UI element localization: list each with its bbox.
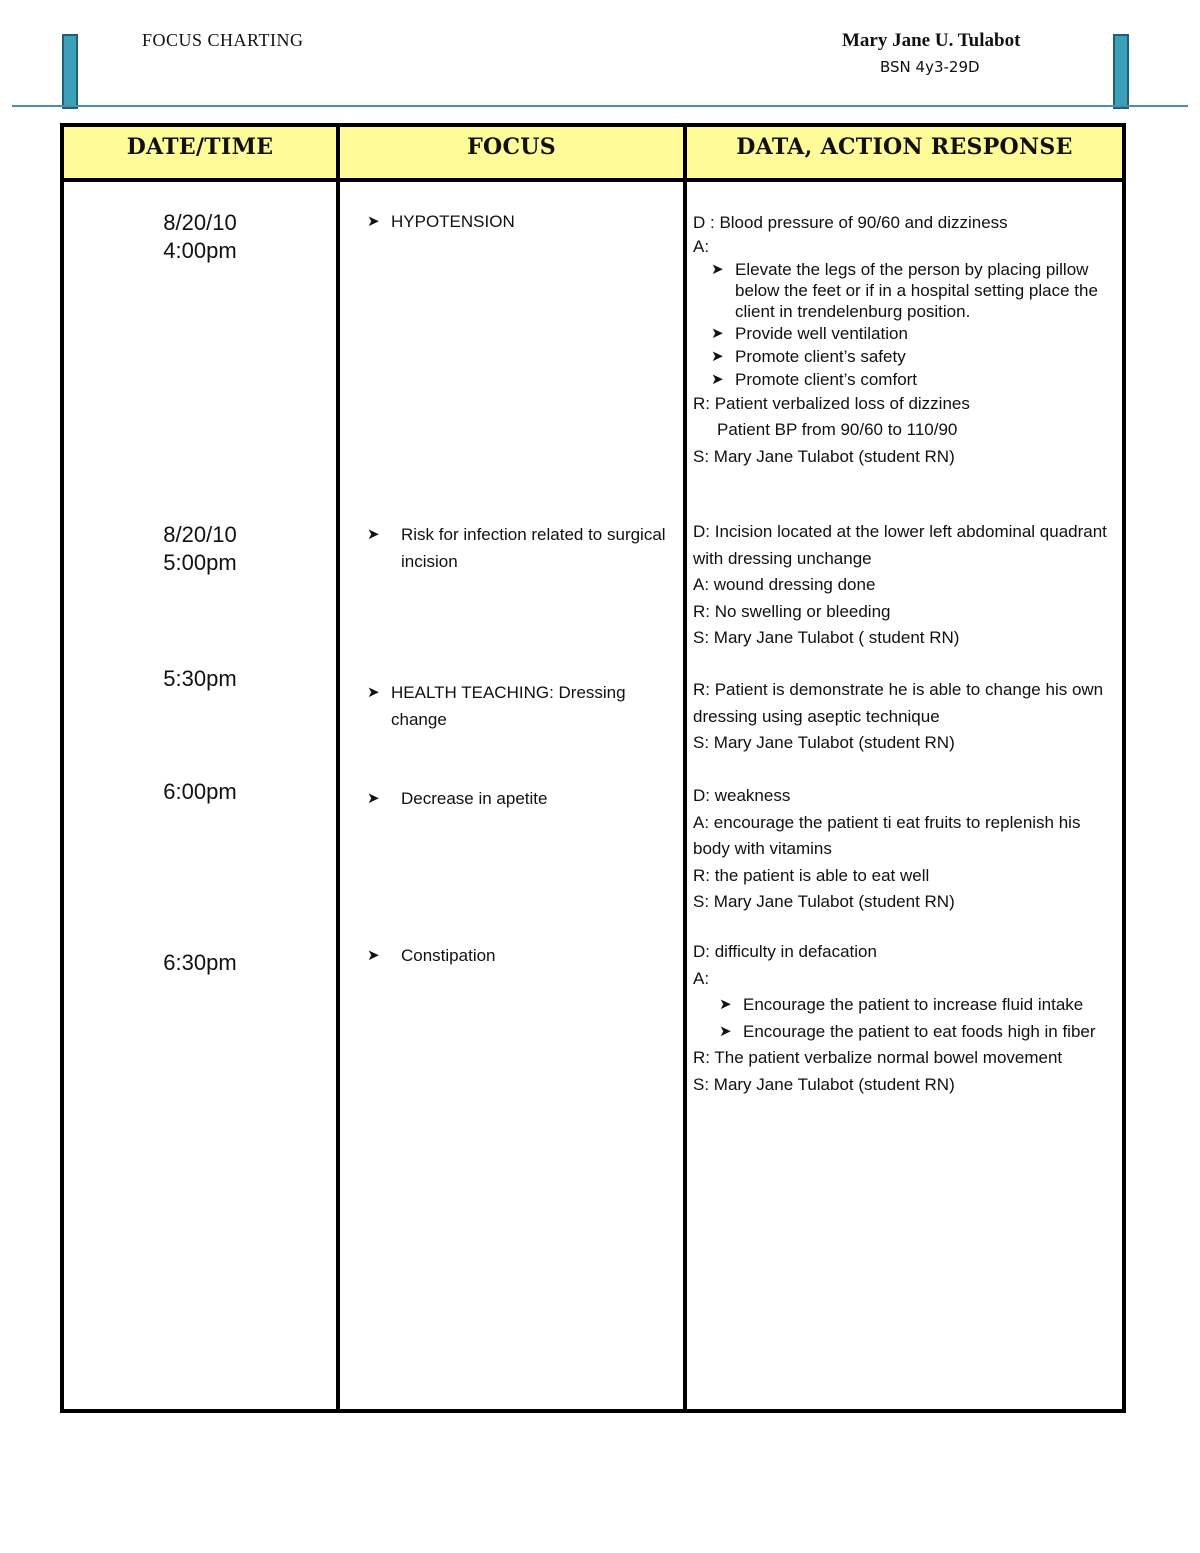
- table-row-dar: [693, 210, 1113, 470]
- action-label: A:: [693, 236, 710, 256]
- left-accent-bar: [62, 34, 78, 109]
- response-line: R: No swelling or bleeding: [693, 601, 891, 621]
- signature-line: S: Mary Jane Tulabot (student RN): [693, 733, 955, 752]
- focus-text: HEALTH TEACHING: Dressing change: [391, 683, 626, 729]
- table-row-datetime: [64, 665, 336, 693]
- response-line: R: Patient verbalized loss of dizzines: [693, 393, 970, 413]
- arrow-bullet-icon: ➤: [367, 526, 380, 543]
- signature-line: S: Mary Jane Tulabot (student RN): [693, 892, 955, 911]
- table-row-datetime: [64, 521, 336, 577]
- table-row-datetime: [64, 778, 336, 806]
- action-bullet: [719, 992, 1113, 1019]
- entry-time: 5:00pm: [163, 550, 237, 575]
- table-row-dar: [693, 783, 1113, 916]
- entry-time: 6:00pm: [163, 779, 237, 804]
- response-line: R: the patient is able to eat well: [693, 865, 930, 885]
- data-line: D: difficulty in defacation: [693, 942, 877, 961]
- arrow-bullet-icon: ➤: [367, 684, 380, 701]
- table-row-dar: [693, 519, 1113, 652]
- column-header-focus: FOCUS: [467, 134, 556, 160]
- table-row-dar: [693, 677, 1113, 757]
- entry-date: 8/20/10: [163, 522, 237, 547]
- action-bullet: [711, 345, 1113, 368]
- arrow-bullet-icon: ➤: [711, 260, 724, 278]
- action-bullet: [711, 368, 1113, 391]
- document-title: FOCUS CHARTING: [142, 30, 304, 50]
- focus-text: HYPOTENSION: [391, 212, 515, 231]
- action-text: Encourage the patient to increase fluid intake: [743, 995, 1084, 1014]
- right-accent-bar: [1113, 34, 1129, 109]
- table-row-focus: [367, 942, 682, 969]
- focus-text: Risk for infection related to surgical incision: [401, 525, 666, 571]
- response-line: R: The patient verbalize normal bowel movement: [693, 1048, 1063, 1067]
- action-text: Elevate the legs of the person by placing pillow below the feet or if in a hospital setting place the client in trendelenburg position.: [735, 259, 1098, 321]
- entry-date: 8/20/10: [163, 210, 237, 235]
- arrow-bullet-icon: ➤: [367, 947, 380, 964]
- focus-chart-table: [60, 123, 1126, 1413]
- table-row-focus: [367, 521, 682, 575]
- arrow-bullet-icon: ➤: [711, 347, 724, 365]
- action-text: Promote client’s safety: [735, 346, 906, 366]
- signature-line: S: Mary Jane Tulabot (student RN): [693, 446, 955, 466]
- arrow-bullet-icon: ➤: [719, 996, 732, 1013]
- action-bullet: [719, 1019, 1113, 1046]
- table-header: [64, 127, 1122, 182]
- column-divider: [683, 127, 687, 1409]
- action-text: Promote client’s comfort: [735, 369, 918, 389]
- response-line: R: Patient is demonstrate he is able to change his own dressing using aseptic technique: [693, 680, 1104, 726]
- table-row-datetime: [64, 949, 336, 977]
- signature-line: S: Mary Jane Tulabot ( student RN): [693, 628, 960, 647]
- author-name: Mary Jane U. Tulabot: [842, 30, 1021, 51]
- table-row-dar: [693, 939, 1113, 1098]
- header-rule: [12, 105, 1188, 107]
- data-line: D : Blood pressure of 90/60 and dizziness: [693, 213, 1008, 232]
- arrow-bullet-icon: ➤: [719, 1022, 732, 1040]
- response-line: Patient BP from 90/60 to 110/90: [717, 420, 958, 439]
- table-row-focus: [367, 785, 682, 812]
- action-label: A:: [693, 968, 710, 988]
- arrow-bullet-icon: ➤: [367, 213, 380, 230]
- column-header-dar: DATA, ACTION RESPONSE: [736, 134, 1073, 160]
- focus-text: Constipation: [401, 946, 496, 965]
- signature-line: S: Mary Jane Tulabot (student RN): [693, 1074, 955, 1094]
- action-text: Encourage the patient to eat foods high in fiber: [743, 1021, 1096, 1041]
- data-line: D: weakness: [693, 786, 791, 805]
- action-line: A: wound dressing done: [693, 575, 876, 594]
- table-row-datetime: [64, 209, 336, 265]
- arrow-bullet-icon: ➤: [367, 790, 380, 807]
- action-text: Provide well ventilation: [735, 323, 908, 343]
- table-row-focus: [367, 679, 682, 733]
- arrow-bullet-icon: ➤: [711, 370, 724, 388]
- data-line: D: Incision located at the lower left abdominal quadrant with dressing unchange: [693, 522, 1107, 568]
- column-header-datetime: DATE/TIME: [126, 134, 274, 160]
- table-row-focus: [367, 208, 682, 235]
- entry-time: 4:00pm: [163, 238, 237, 263]
- action-line: A: encourage the patient ti eat fruits to replenish his body with vitamins: [693, 812, 1081, 858]
- focus-text: Decrease in apetite: [401, 789, 548, 808]
- arrow-bullet-icon: ➤: [711, 324, 724, 342]
- entry-time: 6:30pm: [163, 950, 237, 975]
- action-bullet: [711, 259, 1113, 322]
- author-section: BSN 4y3-29D: [880, 58, 980, 76]
- action-bullet: [711, 322, 1113, 345]
- column-divider: [336, 127, 340, 1409]
- entry-time: 5:30pm: [163, 666, 237, 691]
